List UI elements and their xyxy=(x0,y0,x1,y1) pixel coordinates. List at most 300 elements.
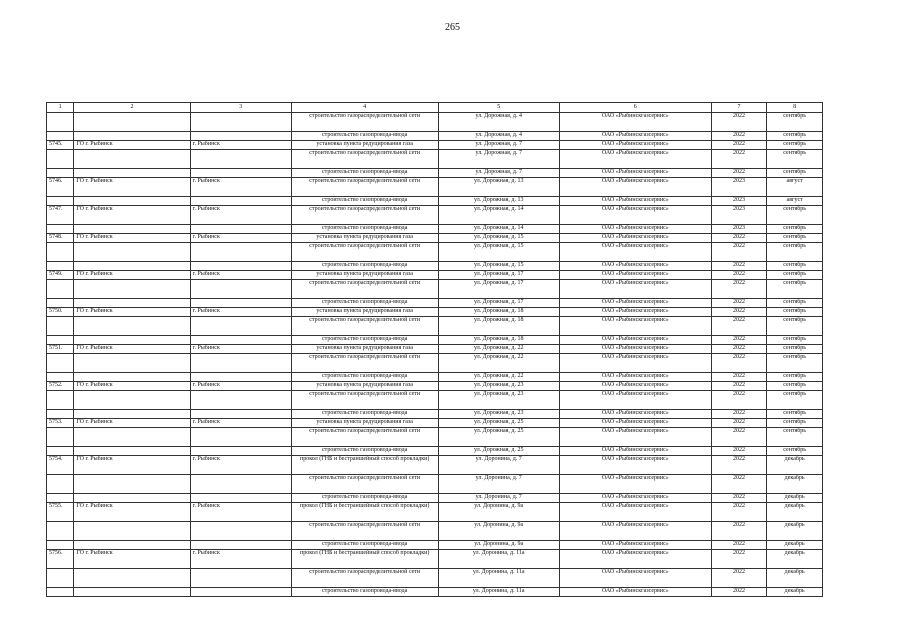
work-type-cell: строительство газопровода-ввода xyxy=(291,410,438,419)
organization-cell: ОАО «Рыбинскгазсервис» xyxy=(559,456,711,475)
municipality-cell xyxy=(74,410,190,419)
address-cell: ул. Дорожная, д. 14 xyxy=(438,225,559,234)
municipality-cell xyxy=(74,169,190,178)
table-row xyxy=(47,206,823,225)
organization-cell: ОАО «Рыбинскгазсервис» xyxy=(559,308,711,317)
month-cell: сентябрь xyxy=(767,391,823,410)
organization-cell: ОАО «Рыбинскгазсервис» xyxy=(559,428,711,447)
locality-cell xyxy=(190,299,291,308)
municipality-cell xyxy=(74,588,190,597)
locality-cell xyxy=(190,150,291,169)
organization-cell: ОАО «Рыбинскгазсервис» xyxy=(559,354,711,373)
municipality-cell: ГО г. Рыбинск xyxy=(74,141,190,150)
col-header-3: 3 xyxy=(190,103,291,113)
locality-cell xyxy=(190,113,291,132)
locality-cell xyxy=(190,132,291,141)
locality-cell xyxy=(190,522,291,541)
address-cell: ул. Дорожная, д. 25 xyxy=(438,447,559,456)
month-cell: сентябрь xyxy=(767,271,823,280)
row-number xyxy=(47,280,74,299)
year-cell: 2022 xyxy=(711,428,767,447)
work-type-cell: установка пункта редуцирования газа xyxy=(291,345,438,354)
address-cell: ул. Доронина, д. 7 xyxy=(438,475,559,494)
year-cell: 2022 xyxy=(711,336,767,345)
address-cell: ул. Дорожная, д. 7 xyxy=(438,150,559,169)
municipality-cell xyxy=(74,336,190,345)
address-cell: ул. Доронина, д. 11а xyxy=(438,588,559,597)
table-row xyxy=(47,132,823,141)
work-type-cell: строительство газопровода-ввода xyxy=(291,169,438,178)
year-cell: 2023 xyxy=(711,206,767,225)
table-row xyxy=(47,541,823,550)
municipality-cell: ГО г. Рыбинск xyxy=(74,206,190,225)
col-header-6: 6 xyxy=(559,103,711,113)
row-number xyxy=(47,475,74,494)
organization-cell: ОАО «Рыбинскгазсервис» xyxy=(559,410,711,419)
year-cell: 2022 xyxy=(711,345,767,354)
work-type-cell: прокол (ГНБ и бестраншейный способ прокладки) xyxy=(291,456,438,475)
municipality-cell xyxy=(74,522,190,541)
month-cell: сентябрь xyxy=(767,428,823,447)
month-cell: сентябрь xyxy=(767,299,823,308)
address-cell: ул. Доронина, д. 9а xyxy=(438,522,559,541)
row-number xyxy=(47,588,74,597)
organization-cell: ОАО «Рыбинскгазсервис» xyxy=(559,541,711,550)
row-number: 5746. xyxy=(47,178,74,197)
table-row xyxy=(47,280,823,299)
address-cell: ул. Дорожная, д. 15 xyxy=(438,234,559,243)
row-number xyxy=(47,150,74,169)
year-cell: 2022 xyxy=(711,503,767,522)
municipality-cell xyxy=(74,197,190,206)
organization-cell: ОАО «Рыбинскгазсервис» xyxy=(559,419,711,428)
locality-cell: г. Рыбинск xyxy=(190,308,291,317)
organization-cell: ОАО «Рыбинскгазсервис» xyxy=(559,262,711,271)
organization-cell: ОАО «Рыбинскгазсервис» xyxy=(559,317,711,336)
table-row xyxy=(47,225,823,234)
row-number: 5745. xyxy=(47,141,74,150)
row-number: 5747. xyxy=(47,206,74,225)
municipality-cell: ГО г. Рыбинск xyxy=(74,234,190,243)
table-row xyxy=(47,150,823,169)
municipality-cell xyxy=(74,569,190,588)
row-number xyxy=(47,197,74,206)
work-type-cell: строительство газораспределительной сети xyxy=(291,113,438,132)
address-cell: ул. Дорожная, д. 13 xyxy=(438,178,559,197)
address-cell: ул. Доронина, д. 11а xyxy=(438,569,559,588)
table-row xyxy=(47,243,823,262)
year-cell: 2022 xyxy=(711,317,767,336)
col-header-7: 7 xyxy=(711,103,767,113)
table-row xyxy=(47,503,823,522)
organization-cell: ОАО «Рыбинскгазсервис» xyxy=(559,550,711,569)
organization-cell: ОАО «Рыбинскгазсервис» xyxy=(559,178,711,197)
year-cell: 2023 xyxy=(711,178,767,197)
row-number xyxy=(47,428,74,447)
month-cell: сентябрь xyxy=(767,419,823,428)
address-cell: ул. Дорожная, д. 7 xyxy=(438,141,559,150)
work-type-cell: установка пункта редуцирования газа xyxy=(291,382,438,391)
year-cell: 2022 xyxy=(711,569,767,588)
municipality-cell xyxy=(74,354,190,373)
table-row xyxy=(47,262,823,271)
table-row xyxy=(47,382,823,391)
work-type-cell: строительство газораспределительной сети xyxy=(291,475,438,494)
row-number xyxy=(47,225,74,234)
work-type-cell: установка пункта редуцирования газа xyxy=(291,419,438,428)
table-row xyxy=(47,169,823,178)
table-row xyxy=(47,522,823,541)
address-cell: ул. Дорожная, д. 18 xyxy=(438,336,559,345)
year-cell: 2022 xyxy=(711,243,767,262)
row-number xyxy=(47,522,74,541)
municipality-cell: ГО г. Рыбинск xyxy=(74,419,190,428)
municipality-cell xyxy=(74,299,190,308)
municipality-cell xyxy=(74,373,190,382)
month-cell: сентябрь xyxy=(767,308,823,317)
row-number xyxy=(47,391,74,410)
municipality-cell xyxy=(74,225,190,234)
work-type-cell: установка пункта редуцирования газа xyxy=(291,141,438,150)
work-type-cell: строительство газораспределительной сети xyxy=(291,428,438,447)
address-cell: ул. Дорожная, д. 4 xyxy=(438,113,559,132)
locality-cell xyxy=(190,354,291,373)
municipality-cell: ГО г. Рыбинск xyxy=(74,308,190,317)
table-row xyxy=(47,354,823,373)
address-cell: ул. Дорожная, д. 17 xyxy=(438,299,559,308)
municipality-cell xyxy=(74,428,190,447)
locality-cell: г. Рыбинск xyxy=(190,206,291,225)
address-cell: ул. Дорожная, д. 15 xyxy=(438,243,559,262)
locality-cell: г. Рыбинск xyxy=(190,550,291,569)
locality-cell: г. Рыбинск xyxy=(190,419,291,428)
register-table xyxy=(46,102,823,597)
organization-cell: ОАО «Рыбинскгазсервис» xyxy=(559,345,711,354)
table-row xyxy=(47,317,823,336)
organization-cell: ОАО «Рыбинскгазсервис» xyxy=(559,169,711,178)
locality-cell xyxy=(190,475,291,494)
municipality-cell xyxy=(74,475,190,494)
address-cell: ул. Дорожная, д. 18 xyxy=(438,317,559,336)
table-body xyxy=(47,113,823,597)
municipality-cell xyxy=(74,262,190,271)
locality-cell xyxy=(190,541,291,550)
locality-cell: г. Рыбинск xyxy=(190,141,291,150)
address-cell: ул. Дорожная, д. 23 xyxy=(438,382,559,391)
year-cell: 2022 xyxy=(711,308,767,317)
locality-cell: г. Рыбинск xyxy=(190,271,291,280)
row-number xyxy=(47,262,74,271)
organization-cell: ОАО «Рыбинскгазсервис» xyxy=(559,588,711,597)
work-type-cell: установка пункта редуцирования газа xyxy=(291,308,438,317)
month-cell: сентябрь xyxy=(767,169,823,178)
work-type-cell: прокол (ГНБ и бестраншейный способ прокладки) xyxy=(291,503,438,522)
organization-cell: ОАО «Рыбинскгазсервис» xyxy=(559,391,711,410)
municipality-cell: ГО г. Рыбинск xyxy=(74,345,190,354)
address-cell: ул. Дорожная, д. 22 xyxy=(438,345,559,354)
table-row xyxy=(47,569,823,588)
organization-cell: ОАО «Рыбинскгазсервис» xyxy=(559,280,711,299)
work-type-cell: строительство газопровода-ввода xyxy=(291,132,438,141)
row-number xyxy=(47,113,74,132)
month-cell: декабрь xyxy=(767,569,823,588)
table-row xyxy=(47,456,823,475)
table-row xyxy=(47,271,823,280)
address-cell: ул. Дорожная, д. 22 xyxy=(438,373,559,382)
work-type-cell: строительство газораспределительной сети xyxy=(291,178,438,197)
locality-cell: г. Рыбинск xyxy=(190,503,291,522)
locality-cell xyxy=(190,169,291,178)
municipality-cell: ГО г. Рыбинск xyxy=(74,550,190,569)
table-row xyxy=(47,447,823,456)
table-row xyxy=(47,299,823,308)
year-cell: 2022 xyxy=(711,550,767,569)
col-header-5: 5 xyxy=(438,103,559,113)
row-number xyxy=(47,410,74,419)
address-cell: ул. Дорожная, д. 13 xyxy=(438,197,559,206)
month-cell: сентябрь xyxy=(767,345,823,354)
row-number: 5750. xyxy=(47,308,74,317)
work-type-cell: строительство газопровода-ввода xyxy=(291,541,438,550)
municipality-cell: ГО г. Рыбинск xyxy=(74,271,190,280)
month-cell: август xyxy=(767,197,823,206)
locality-cell xyxy=(190,225,291,234)
address-cell: ул. Доронина, д. 9а xyxy=(438,503,559,522)
organization-cell: ОАО «Рыбинскгазсервис» xyxy=(559,271,711,280)
year-cell: 2022 xyxy=(711,494,767,503)
table-row xyxy=(47,345,823,354)
row-number xyxy=(47,132,74,141)
work-type-cell: строительство газопровода-ввода xyxy=(291,588,438,597)
address-cell: ул. Дорожная, д. 17 xyxy=(438,271,559,280)
year-cell: 2022 xyxy=(711,113,767,132)
month-cell: декабрь xyxy=(767,475,823,494)
month-cell: сентябрь xyxy=(767,373,823,382)
row-number xyxy=(47,336,74,345)
organization-cell: ОАО «Рыбинскгазсервис» xyxy=(559,373,711,382)
locality-cell xyxy=(190,243,291,262)
organization-cell: ОАО «Рыбинскгазсервис» xyxy=(559,503,711,522)
table-row xyxy=(47,475,823,494)
organization-cell: ОАО «Рыбинскгазсервис» xyxy=(559,113,711,132)
locality-cell xyxy=(190,588,291,597)
organization-cell: ОАО «Рыбинскгазсервис» xyxy=(559,299,711,308)
organization-cell: ОАО «Рыбинскгазсервис» xyxy=(559,243,711,262)
address-cell: ул. Доронина, д. 11а xyxy=(438,550,559,569)
locality-cell: г. Рыбинск xyxy=(190,345,291,354)
work-type-cell: строительство газораспределительной сети xyxy=(291,206,438,225)
locality-cell xyxy=(190,336,291,345)
month-cell: сентябрь xyxy=(767,317,823,336)
municipality-cell: ГО г. Рыбинск xyxy=(74,456,190,475)
col-header-4: 4 xyxy=(291,103,438,113)
municipality-cell xyxy=(74,150,190,169)
row-number: 5749. xyxy=(47,271,74,280)
locality-cell xyxy=(190,428,291,447)
organization-cell: ОАО «Рыбинскгазсервис» xyxy=(559,382,711,391)
table-row xyxy=(47,550,823,569)
work-type-cell: строительство газопровода-ввода xyxy=(291,336,438,345)
row-number xyxy=(47,169,74,178)
month-cell: сентябрь xyxy=(767,243,823,262)
address-cell: ул. Доронина, д. 7 xyxy=(438,494,559,503)
year-cell: 2022 xyxy=(711,419,767,428)
address-cell: ул. Дорожная, д. 4 xyxy=(438,132,559,141)
municipality-cell xyxy=(74,447,190,456)
row-number: 5753. xyxy=(47,419,74,428)
municipality-cell xyxy=(74,280,190,299)
locality-cell: г. Рыбинск xyxy=(190,234,291,243)
row-number xyxy=(47,494,74,503)
organization-cell: ОАО «Рыбинскгазсервис» xyxy=(559,150,711,169)
address-cell: ул. Дорожная, д. 15 xyxy=(438,262,559,271)
work-type-cell: строительство газораспределительной сети xyxy=(291,522,438,541)
address-cell: ул. Дорожная, д. 14 xyxy=(438,206,559,225)
year-cell: 2022 xyxy=(711,391,767,410)
month-cell: сентябрь xyxy=(767,234,823,243)
row-number: 5748. xyxy=(47,234,74,243)
col-header-2: 2 xyxy=(74,103,190,113)
year-cell: 2022 xyxy=(711,354,767,373)
organization-cell: ОАО «Рыбинскгазсервис» xyxy=(559,494,711,503)
municipality-cell xyxy=(74,391,190,410)
work-type-cell: прокол (ГНБ и бестраншейный способ прокладки) xyxy=(291,550,438,569)
organization-cell: ОАО «Рыбинскгазсервис» xyxy=(559,475,711,494)
municipality-cell xyxy=(74,317,190,336)
row-number xyxy=(47,354,74,373)
row-number: 5756. xyxy=(47,550,74,569)
work-type-cell: строительство газопровода-ввода xyxy=(291,262,438,271)
table-row xyxy=(47,419,823,428)
month-cell: сентябрь xyxy=(767,113,823,132)
year-cell: 2022 xyxy=(711,447,767,456)
col-header-8: 8 xyxy=(767,103,823,113)
address-cell: ул. Дорожная, д. 23 xyxy=(438,391,559,410)
municipality-cell: ГО г. Рыбинск xyxy=(74,382,190,391)
table-row xyxy=(47,113,823,132)
organization-cell: ОАО «Рыбинскгазсервис» xyxy=(559,447,711,456)
locality-cell xyxy=(190,373,291,382)
work-type-cell: строительство газораспределительной сети xyxy=(291,569,438,588)
row-number xyxy=(47,373,74,382)
table-row xyxy=(47,141,823,150)
month-cell: сентябрь xyxy=(767,336,823,345)
row-number xyxy=(47,317,74,336)
work-type-cell: строительство газопровода-ввода xyxy=(291,494,438,503)
table-row xyxy=(47,391,823,410)
locality-cell xyxy=(190,197,291,206)
address-cell: ул. Доронина, д. 9а xyxy=(438,541,559,550)
work-type-cell: строительство газораспределительной сети xyxy=(291,354,438,373)
year-cell: 2022 xyxy=(711,234,767,243)
year-cell: 2022 xyxy=(711,541,767,550)
month-cell: сентябрь xyxy=(767,141,823,150)
organization-cell: ОАО «Рыбинскгазсервис» xyxy=(559,197,711,206)
month-cell: сентябрь xyxy=(767,382,823,391)
locality-cell xyxy=(190,317,291,336)
address-cell: ул. Дорожная, д. 25 xyxy=(438,428,559,447)
month-cell: сентябрь xyxy=(767,410,823,419)
work-type-cell: установка пункта редуцирования газа xyxy=(291,271,438,280)
locality-cell xyxy=(190,391,291,410)
year-cell: 2022 xyxy=(711,169,767,178)
locality-cell xyxy=(190,410,291,419)
organization-cell: ОАО «Рыбинскгазсервис» xyxy=(559,206,711,225)
municipality-cell xyxy=(74,113,190,132)
organization-cell: ОАО «Рыбинскгазсервис» xyxy=(559,225,711,234)
address-cell: ул. Дорожная, д. 23 xyxy=(438,410,559,419)
organization-cell: ОАО «Рыбинскгазсервис» xyxy=(559,336,711,345)
month-cell: сентябрь xyxy=(767,225,823,234)
address-cell: ул. Дорожная, д. 25 xyxy=(438,419,559,428)
address-cell: ул. Дорожная, д. 7 xyxy=(438,169,559,178)
work-type-cell: строительство газопровода-ввода xyxy=(291,373,438,382)
work-type-cell: строительство газопровода-ввода xyxy=(291,197,438,206)
municipality-cell: ГО г. Рыбинск xyxy=(74,178,190,197)
year-cell: 2022 xyxy=(711,522,767,541)
locality-cell: г. Рыбинск xyxy=(190,382,291,391)
municipality-cell xyxy=(74,494,190,503)
municipality-cell: ГО г. Рыбинск xyxy=(74,503,190,522)
work-type-cell: строительство газораспределительной сети xyxy=(291,317,438,336)
work-type-cell: строительство газопровода-ввода xyxy=(291,225,438,234)
year-cell: 2022 xyxy=(711,373,767,382)
municipality-cell xyxy=(74,132,190,141)
month-cell: сентябрь xyxy=(767,206,823,225)
month-cell: август xyxy=(767,178,823,197)
work-type-cell: строительство газораспределительной сети xyxy=(291,280,438,299)
month-cell: сентябрь xyxy=(767,132,823,141)
year-cell: 2022 xyxy=(711,271,767,280)
year-cell: 2023 xyxy=(711,197,767,206)
month-cell: сентябрь xyxy=(767,262,823,271)
table-row xyxy=(47,588,823,597)
work-type-cell: строительство газораспределительной сети xyxy=(291,150,438,169)
year-cell: 2022 xyxy=(711,475,767,494)
month-cell: декабрь xyxy=(767,588,823,597)
locality-cell xyxy=(190,494,291,503)
year-cell: 2022 xyxy=(711,150,767,169)
table-row xyxy=(47,428,823,447)
month-cell: декабрь xyxy=(767,550,823,569)
year-cell: 2022 xyxy=(711,280,767,299)
table-row xyxy=(47,494,823,503)
year-cell: 2023 xyxy=(711,225,767,234)
organization-cell: ОАО «Рыбинскгазсервис» xyxy=(559,569,711,588)
table-row xyxy=(47,197,823,206)
locality-cell xyxy=(190,280,291,299)
table-row xyxy=(47,234,823,243)
address-cell: ул. Дорожная, д. 22 xyxy=(438,354,559,373)
month-cell: сентябрь xyxy=(767,150,823,169)
year-cell: 2022 xyxy=(711,382,767,391)
header-row xyxy=(47,103,823,113)
address-cell: ул. Дорожная, д. 18 xyxy=(438,308,559,317)
month-cell: сентябрь xyxy=(767,354,823,373)
locality-cell: г. Рыбинск xyxy=(190,456,291,475)
locality-cell: г. Рыбинск xyxy=(190,178,291,197)
organization-cell: ОАО «Рыбинскгазсервис» xyxy=(559,132,711,141)
month-cell: декабрь xyxy=(767,456,823,475)
row-number: 5754. xyxy=(47,456,74,475)
table-row xyxy=(47,178,823,197)
year-cell: 2022 xyxy=(711,299,767,308)
organization-cell: ОАО «Рыбинскгазсервис» xyxy=(559,522,711,541)
locality-cell xyxy=(190,569,291,588)
row-number xyxy=(47,299,74,308)
organization-cell: ОАО «Рыбинскгазсервис» xyxy=(559,141,711,150)
month-cell: декабрь xyxy=(767,541,823,550)
